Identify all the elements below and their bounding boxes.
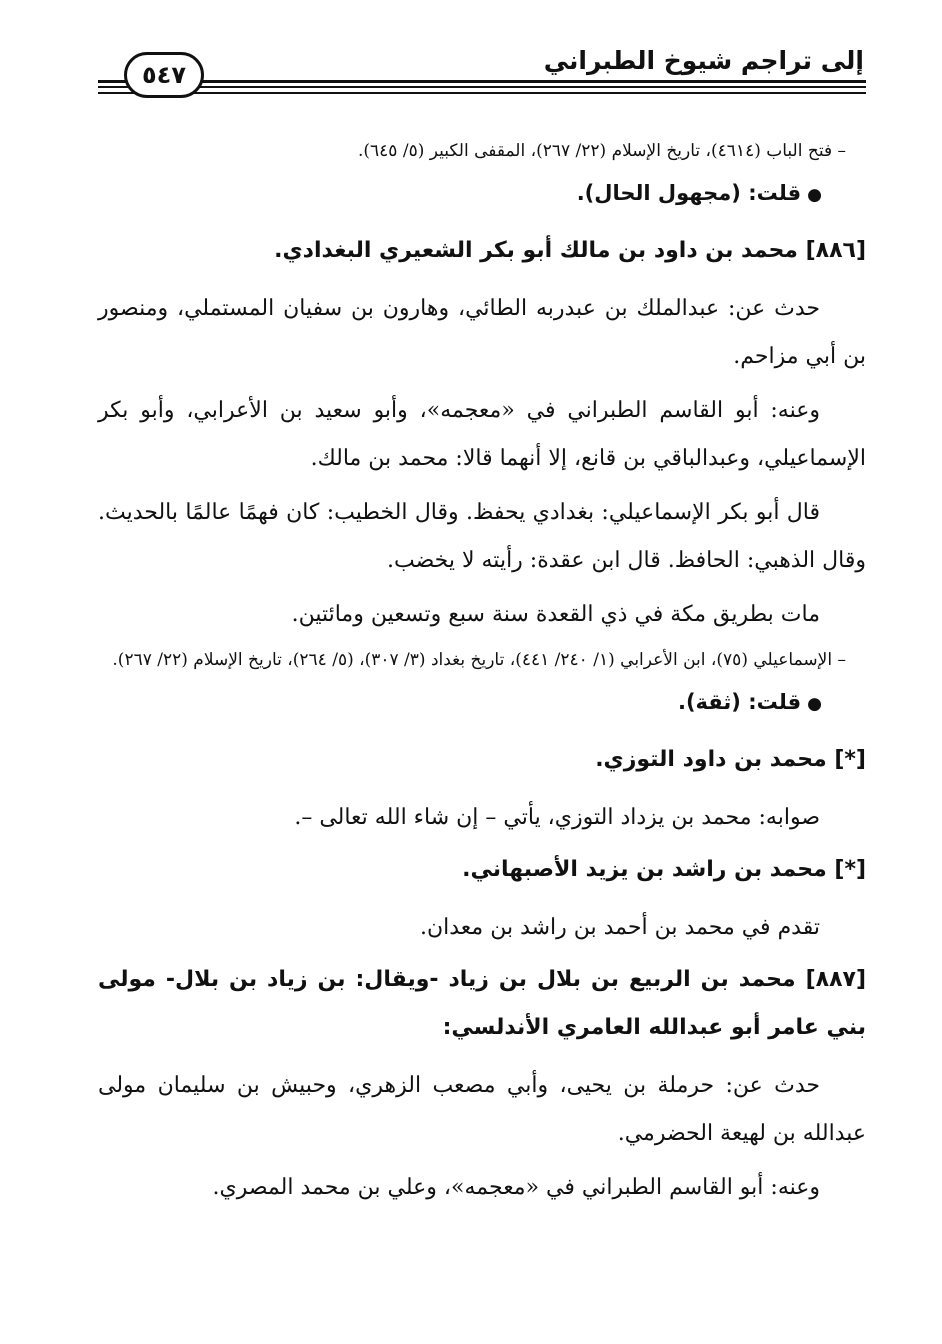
page-number: ٥٤٧ <box>142 61 186 89</box>
body-paragraph: حدث عن: حرملة بن يحيى، وأبي مصعب الزهري، وحبيش بن سليمان مولى عبدالله بن لهيعة الحضرمي. <box>98 1073 866 1146</box>
body-paragraph: تقدم في محمد بن أحمد بن راشد بن معدان. <box>420 915 820 940</box>
header-rule <box>98 92 866 94</box>
entry-heading: [*] محمد بن راشد بن يزيد الأصبهاني. <box>462 857 866 882</box>
bullet-icon: ● <box>807 185 822 205</box>
verdict-text: قلت: (ثقة). <box>677 690 802 714</box>
verdict-line <box>98 684 866 722</box>
body-paragraph: وعنه: أبو القاسم الطبراني في «معجمه»، وعلي بن محمد المصري. <box>212 1175 820 1200</box>
body-paragraph: صوابه: محمد بن يزداد التوزي، يأتي – إن شاء الله تعالى –. <box>294 805 820 830</box>
verdict-line <box>98 175 866 213</box>
body-paragraph: وعنه: أبو القاسم الطبراني في «معجمه»، وأبو سعيد بن الأعرابي، وأبو بكر الإسماعيلي، وعبدالباقي بن قانع، إلا أنهما قالا: محمد بن مالك. <box>98 398 866 471</box>
bullet-icon: ● <box>807 694 822 714</box>
entry-heading: [*] محمد بن داود التوزي. <box>595 747 866 772</box>
source-references: – الإسماعيلي (٧٥)، ابن الأعرابي (١/ ٢٤٠/ ٤٤١)، تاريخ بغداد (٣/ ٣٠٧)، (٥/ ٢٦٤)، تاريخ الإسلام (٢٢/ ٢٦٧). <box>112 650 846 670</box>
page-body <box>98 136 866 1218</box>
body-paragraph: قال أبو بكر الإسماعيلي: بغدادي يحفظ. وقال الخطيب: كان فهمًا عالمًا بالحديث. وقال الذهبي: الحافظ. قال ابن عقدة: رأيته لا يخضب. <box>98 500 866 573</box>
entry-heading: [٨٨٧] محمد بن الربيع بن بلال بن زياد -ويقال: بن زياد بن بلال- مولى بني عامر أبو عبدالله العامري الأندلسي: <box>98 967 866 1040</box>
verdict-text: قلت: (مجهول الحال). <box>576 181 802 205</box>
page-number-badge <box>124 52 204 98</box>
source-references: – فتح الباب (٤٦١٤)، تاريخ الإسلام (٢٢/ ٢٦٧)، المقفى الكبير (٥/ ٦٤٥). <box>358 141 846 161</box>
running-header-title: إلى تراجم شيوخ الطبراني <box>543 46 864 75</box>
body-paragraph: حدث عن: عبدالملك بن عبدربه الطائي، وهارون بن سفيان المستملي، ومنصور بن أبي مزاحم. <box>98 296 866 369</box>
header-rule <box>98 80 866 83</box>
header-rule <box>98 86 866 88</box>
body-paragraph: مات بطريق مكة في ذي القعدة سنة سبع وتسعين ومائتين. <box>291 602 820 627</box>
entry-heading: [٨٨٦] محمد بن داود بن مالك أبو بكر الشعيري البغدادي. <box>274 238 866 263</box>
